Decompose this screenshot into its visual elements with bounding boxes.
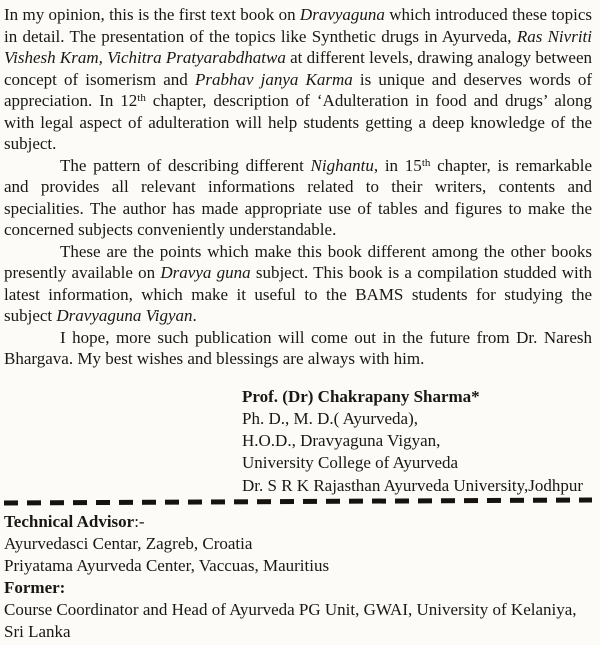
- heading-suffix: :-: [134, 511, 145, 531]
- technical-advisor-heading: [4, 511, 592, 533]
- advisor-affiliation-mauritius: Priyatama Ayurveda Center, Vaccuas, Mauritius: [4, 555, 330, 575]
- italic-term: Dravyaguna Vigyan: [56, 306, 193, 325]
- text-run: I hope, more such publication will come out in the future from Dr. Naresh Bhargava. My best wishes and blessings are always with him.: [4, 327, 592, 368]
- text-run: In my opinion, this is the first text book on: [4, 5, 300, 24]
- ordinal-superscript: th: [137, 92, 146, 104]
- footer-affiliations: [4, 511, 592, 643]
- signature-university: Dr. S R K Rajasthan Ayurveda University,Jodhpur: [242, 475, 584, 495]
- text-run: at different levels, drawing analogy between concept of isomerism and: [4, 48, 592, 89]
- paragraph-nighantu: [4, 155, 592, 241]
- advisor-affiliation-croatia: Ayurvedasci Centar, Zagreb, Croatia: [4, 533, 253, 553]
- dashed-divider: [4, 497, 592, 505]
- paragraph-wishes: [4, 327, 592, 370]
- italic-term: Dravya guna: [160, 263, 251, 282]
- former-heading: Former:: [4, 577, 66, 597]
- signature-designation: H.O.D., Dravyaguna Vigyan,: [242, 431, 441, 451]
- text-run: is unique and deserves words of appreciation. In 12: [4, 69, 592, 110]
- text-run: chapter, is remarkable and provides all relevant informations related to their writers, contents and specialities. The author has made appropriate use of tables and figures to make the concerned subjects conveniently understandable.: [4, 155, 592, 239]
- italic-term: Dravyaguna: [299, 5, 385, 24]
- text-run: These are the points which make this book different among the other books presently available on: [4, 241, 592, 282]
- former-position: Course Coordinator and Head of Ayurveda PG Unit, GWAI, University of Kelaniya, Sri Lanka: [4, 599, 577, 641]
- italic-term: Prabhav janya Karma: [194, 69, 353, 89]
- text-run: chapter, description of ‘Adulteration in food and drugs’ along with legal aspect of adulteration will help students getting a deep knowledge of the subject.: [4, 91, 592, 153]
- signature-qualification: Ph. D., M. D.( Ayurveda),: [242, 408, 418, 428]
- text-run: .: [192, 306, 197, 325]
- italic-term: Ras Nivriti Vishesh Kram, Vichitra Pratyarabdhatwa: [4, 26, 592, 67]
- text-run: The pattern of describing different: [60, 155, 311, 175]
- paragraph-opinion: [4, 4, 592, 155]
- text-run: , in 15: [373, 155, 422, 175]
- text-run: subject. This book is a compilation studded with latest information, which make it useful to the BAMS students for studying the subject: [4, 263, 592, 325]
- signature-college: University College of Ayurveda: [242, 453, 459, 473]
- italic-term: Nighantu: [310, 155, 374, 175]
- ordinal-superscript: th: [421, 156, 431, 169]
- signature-block: [242, 386, 592, 497]
- heading-text: Technical Advisor: [4, 511, 135, 531]
- paragraph-comparison: [4, 241, 592, 327]
- text-run: which introduced these topics in detail. The presentation of the topics like Synthetic drugs in Ayurveda,: [4, 5, 592, 46]
- signature-name: Prof. (Dr) Chakrapany Sharma*: [242, 386, 480, 406]
